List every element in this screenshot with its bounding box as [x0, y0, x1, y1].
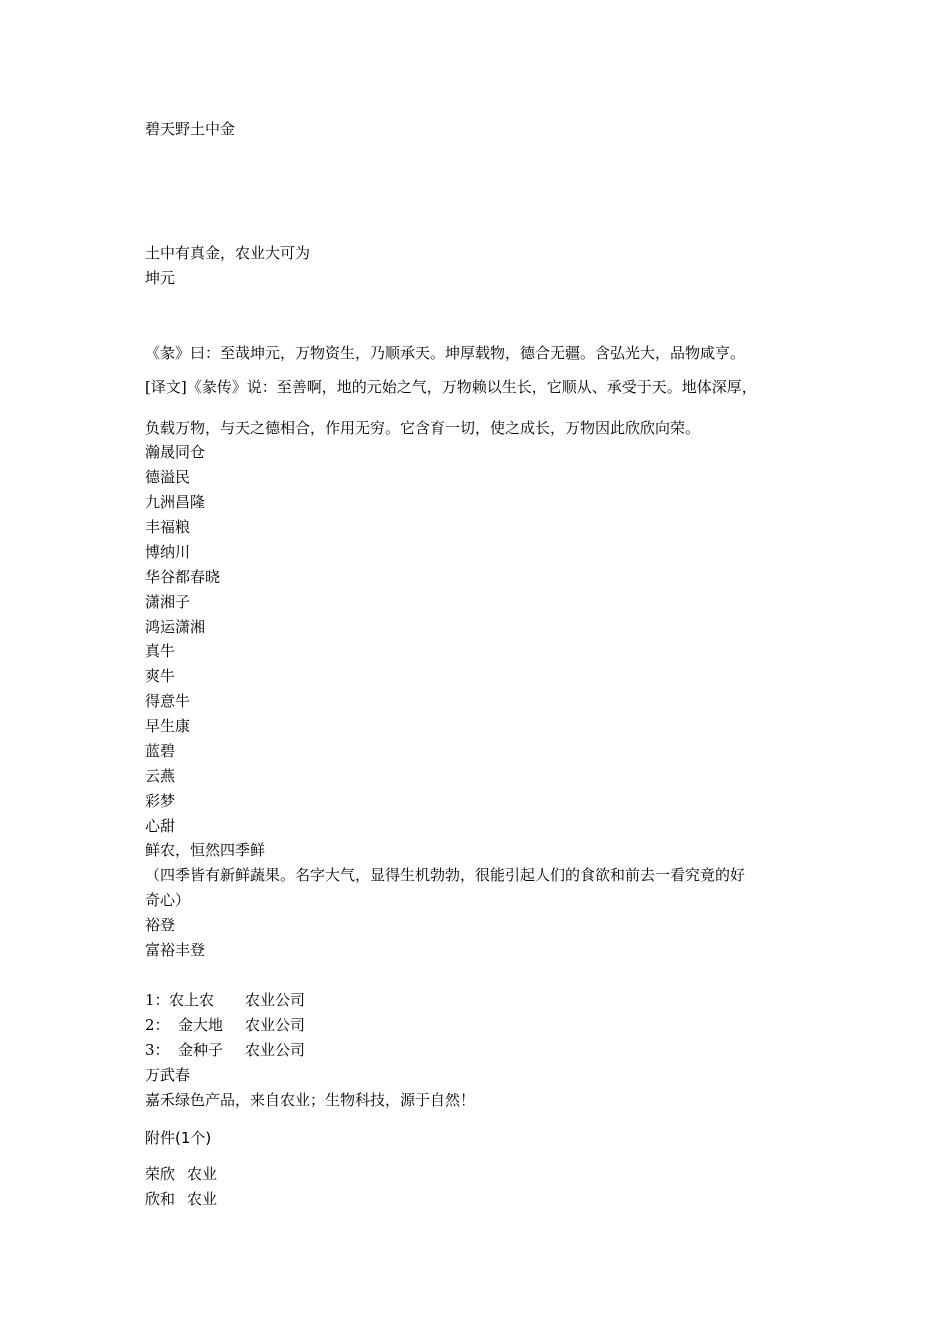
list-item: 丰福粮: [145, 518, 191, 536]
final-row: [145, 1164, 217, 1184]
list-item: 德溢民: [145, 468, 191, 486]
subtitle: 土中有真金，农业大可为: [145, 244, 311, 262]
final-suffix: 农业: [187, 1165, 218, 1183]
translation-line-1: [译文]《彖传》说：至善啊，地的元始之气，万物赖以生长，它顺从、承受于天。地体深厚，: [145, 378, 757, 396]
note-line-2: 奇心）: [145, 891, 191, 909]
list-item: 爽牛: [145, 667, 176, 685]
final-row: [145, 1189, 217, 1209]
list-item: 九洲昌隆: [145, 493, 206, 511]
list-item: 蓝碧: [145, 742, 176, 760]
company-name: 金种子: [178, 1041, 224, 1059]
list-item: 云燕: [145, 767, 176, 785]
note-line-1: （四季皆有新鲜蔬果。名字大气，显得生机勃勃，很能引起人们的食欲和前去一看究竟的好: [145, 866, 746, 884]
list-item: 得意牛: [145, 692, 191, 710]
company-number: 3：: [145, 1041, 170, 1059]
list-item: 华谷都春晓: [145, 568, 221, 586]
slogan: 嘉禾绿色产品，来自农业；生物科技，源于自然！: [145, 1091, 476, 1109]
list-item: 瀚晟同仓: [145, 443, 206, 461]
company-name: 农上农: [169, 991, 215, 1009]
list-item: 早生康: [145, 717, 191, 735]
company-suffix: 农业公司: [245, 1041, 306, 1059]
company-suffix: 农业公司: [245, 1016, 306, 1034]
list-item: 真牛: [145, 642, 176, 660]
final-name: 欣和: [145, 1190, 176, 1208]
company-name: 金大地: [178, 1016, 224, 1034]
list-item: 万武春: [145, 1066, 191, 1084]
document-title: 碧天野土中金: [145, 120, 236, 138]
list-item: 裕登: [145, 916, 176, 934]
list-item: 博纳川: [145, 543, 191, 561]
quote-paragraph: 《彖》曰：至哉坤元，万物资生，乃顺承天。坤厚载物，德合无疆。含弘光大，品物咸亨。: [145, 344, 746, 362]
section-name: 坤元: [145, 269, 176, 287]
company-row: [145, 1040, 305, 1060]
list-item: 鲜农，恒然四季鲜: [145, 841, 266, 859]
final-suffix: 农业: [187, 1190, 218, 1208]
company-number: 1：: [145, 991, 170, 1009]
list-item: 彩梦: [145, 792, 176, 810]
company-row: [145, 1015, 305, 1035]
list-item: 潇湘子: [145, 593, 191, 611]
translation-line-2: 负载万物，与天之德相合，作用无穷。它含育一切，使之成长，万物因此欣欣向荣。: [145, 419, 701, 437]
list-item: 鸿运潇湘: [145, 618, 206, 636]
final-name: 荣欣: [145, 1165, 176, 1183]
attachment-label: 附件(1个): [145, 1129, 212, 1147]
list-item: 富裕丰登: [145, 941, 206, 959]
company-number: 2：: [145, 1016, 170, 1034]
company-suffix: 农业公司: [245, 991, 306, 1009]
company-row: [145, 990, 305, 1010]
list-item: 心甜: [145, 817, 176, 835]
